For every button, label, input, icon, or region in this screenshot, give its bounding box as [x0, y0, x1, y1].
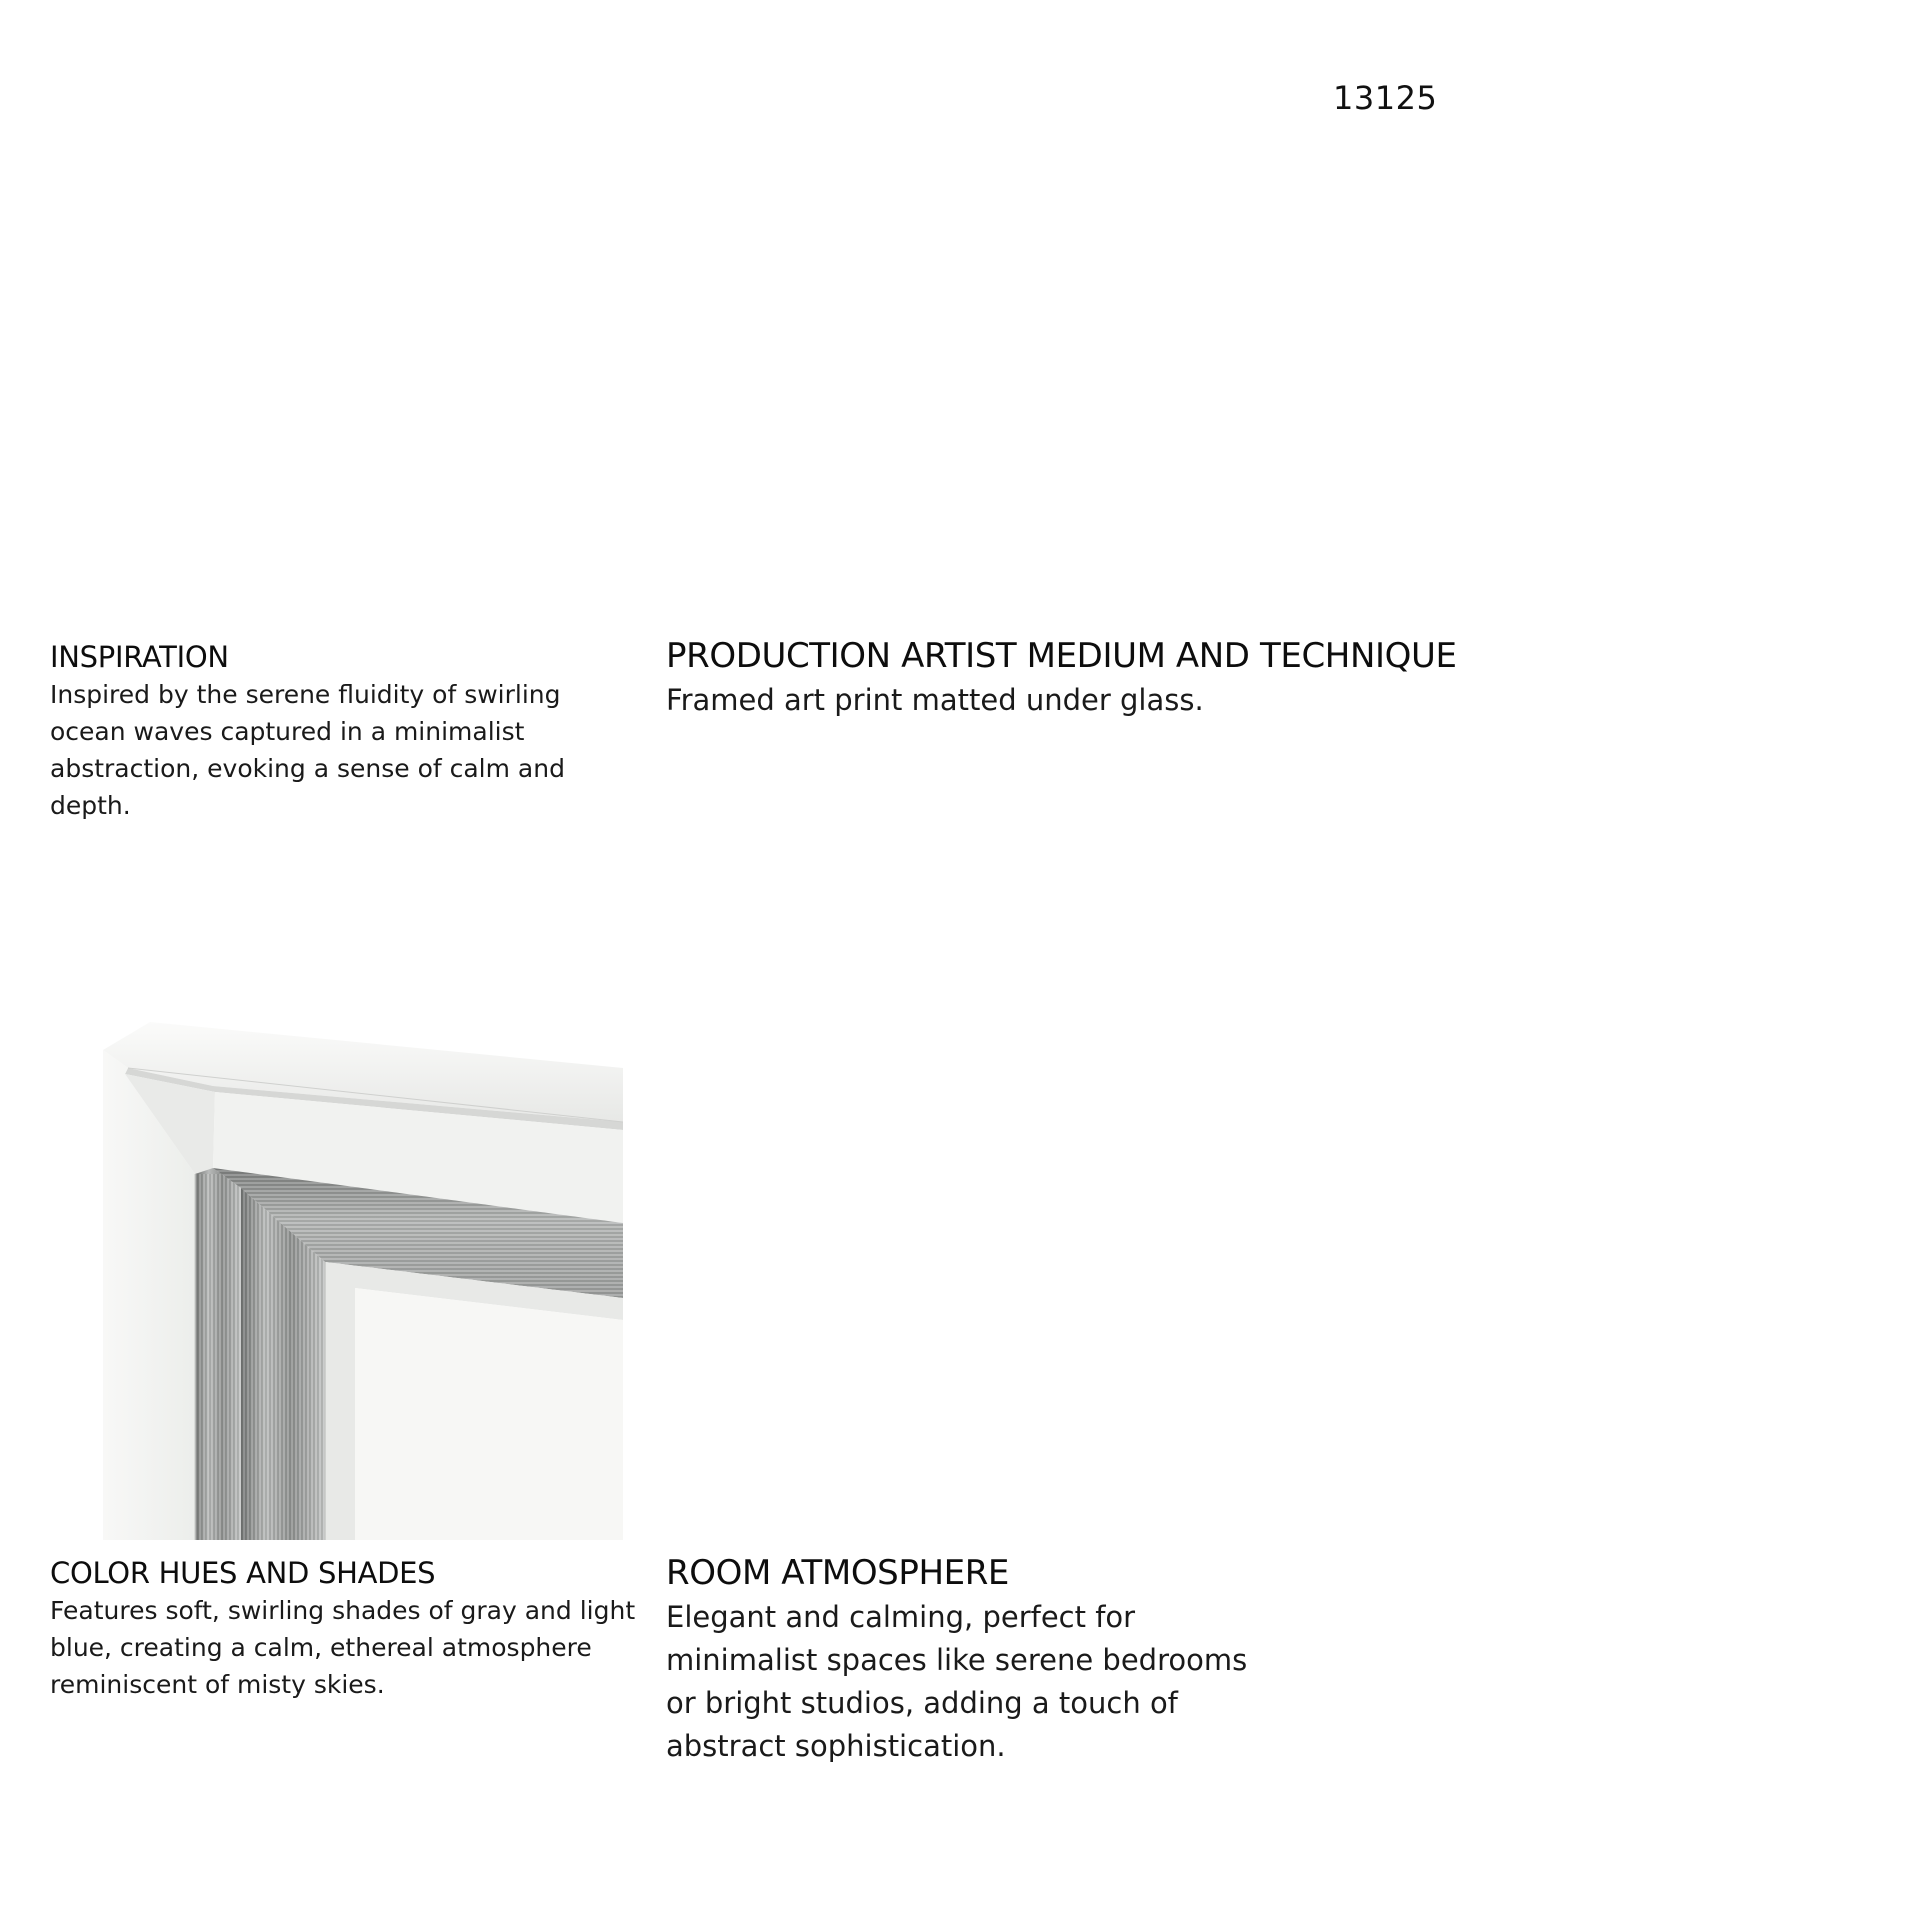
product-code: 13125	[1333, 79, 1438, 117]
room-heading: ROOM ATMOSPHERE	[666, 1553, 1010, 1593]
room-section	[666, 1550, 1286, 1768]
production-section	[666, 633, 1626, 722]
production-heading: PRODUCTION ARTIST MEDIUM AND TECHNIQUE	[666, 636, 1457, 676]
color-section	[50, 1554, 650, 1703]
color-text: Features soft, swirling shades of gray and light blue, creating a calm, ethereal atmosphere reminiscent of misty skies.	[50, 1596, 636, 1699]
inspiration-section	[50, 638, 610, 824]
color-heading: COLOR HUES AND SHADES	[50, 1556, 436, 1590]
inspiration-text: Inspired by the serene fluidity of swirling ocean waves captured in a minimalist abstraction, evoking a sense of calm and depth.	[50, 680, 565, 820]
room-text: Elegant and calming, perfect for minimalist spaces like serene bedrooms or bright studios, adding a touch of abstract sophistication.	[666, 1600, 1248, 1763]
production-text: Framed art print matted under glass.	[666, 683, 1204, 717]
frame-corner-image	[103, 1018, 623, 1540]
inspiration-heading: INSPIRATION	[50, 640, 229, 674]
